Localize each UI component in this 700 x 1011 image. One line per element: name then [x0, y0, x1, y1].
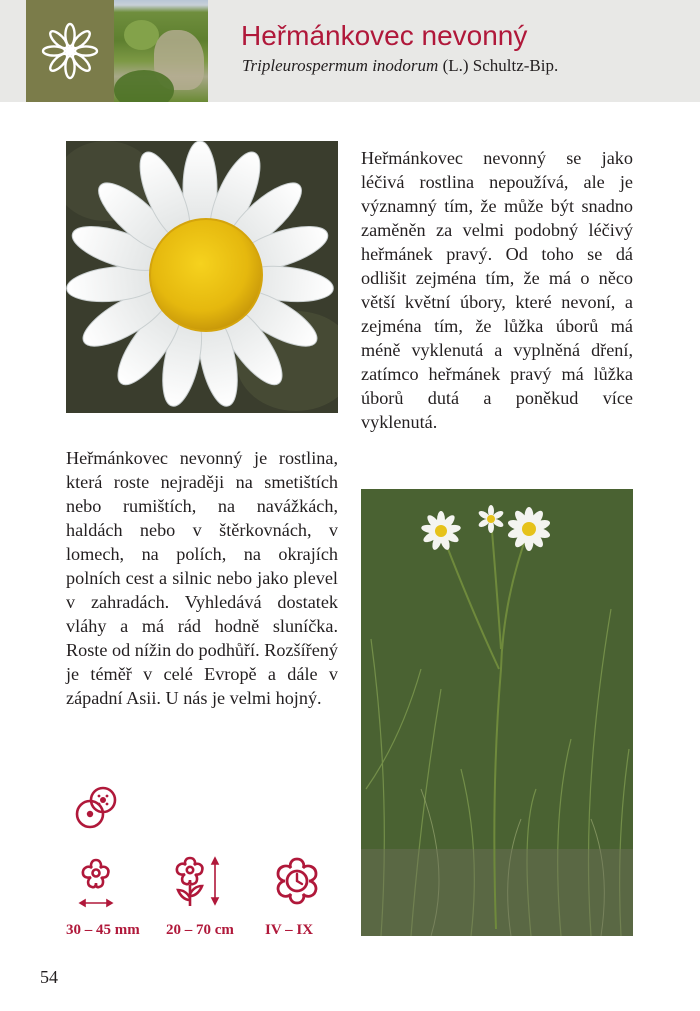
latin-author: (L.) Schultz-Bip.	[438, 56, 559, 75]
flower-closeup-photo	[66, 141, 338, 413]
flower-size-icon	[78, 856, 114, 915]
latin-binomial: Tripleurospermum inodorum	[242, 56, 439, 75]
flower-head-icon	[74, 784, 120, 837]
flower-logo-icon	[40, 21, 100, 81]
page-title: Heřmánkovec nevonný	[241, 20, 528, 51]
latin-name	[242, 56, 558, 76]
habitat-paragraph: Heřmánkovec nevonný je rostlina, která roste nejraději na smetištích nebo rumištích, na navážkách, haldách nebo v štěrkovnách, v lomech, na polích, na okrajích polních cest a silnic nebo jako plevel v zahradách. Vyhledává dostatek vláhy a má rád hodně sluníčka. Roste od nížin do podhůří. Rozšířený je téměř v celé Evropě a dále v západní Asii. U nás je velmi hojný.	[66, 448, 338, 708]
plant-height-icon	[173, 854, 223, 915]
logo-box	[26, 0, 114, 102]
plant-height-value: 20 – 70 cm	[166, 922, 234, 938]
flowering-period-value: IV – IX	[265, 922, 314, 938]
description-paragraph: Heřmánkovec nevonný se jako léčivá rostlina nepoužívá, ale je významný tím, že může být snadno zaměněn za velmi podobný léčivý heřmánek pravý. Od toho se dá odlišit zejména tím, že má o něco větší květní úbory, které nevoní, a zejména tím, že lůžka úborů má méně vyklenutá a vyplněná dření, zatímco heřmánek pravý má lůžka úborů dutá a poněkud více vyklenutá.	[361, 148, 633, 432]
header-habitat-photo	[114, 0, 208, 102]
page-number: 54	[40, 967, 58, 987]
flowering-period-icon	[272, 856, 322, 911]
flower-size-value: 30 – 45 mm	[66, 922, 140, 938]
plant-habitat-photo	[361, 489, 633, 936]
